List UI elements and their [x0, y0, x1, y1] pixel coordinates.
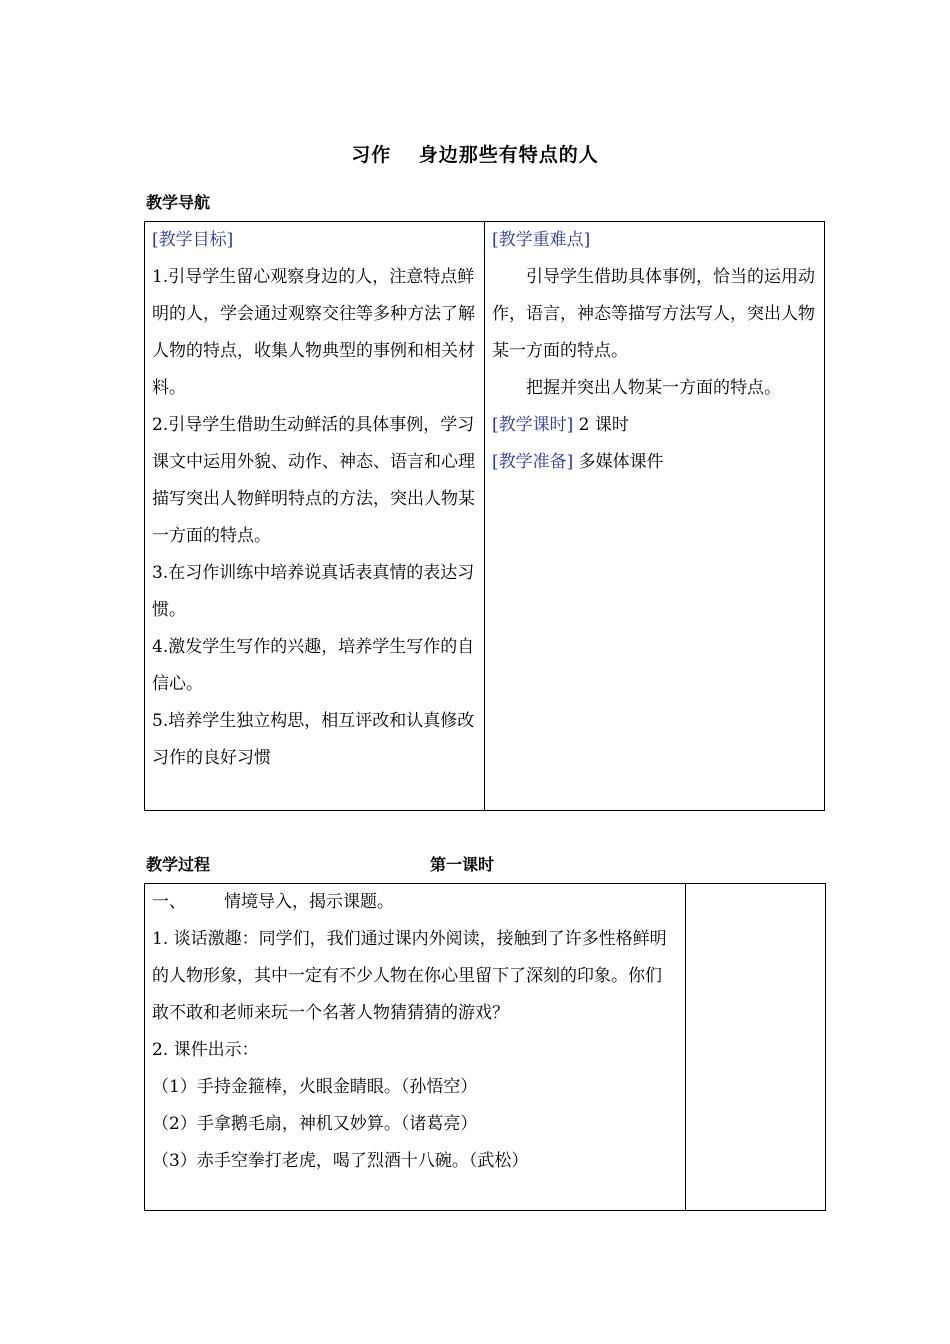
step-number: 一、 — [152, 892, 186, 912]
step-heading — [152, 884, 678, 921]
key-points-label: [教学重难点] — [492, 230, 591, 250]
goal-item: 4.激发学生写作的兴趣，培养学生写作的自信心。 — [152, 637, 475, 694]
teaching-key-points-cell — [485, 222, 825, 811]
key-point-item: 把握并突出人物某一方面的特点。 — [526, 378, 781, 398]
goal-item: 1.引导学生留心观察身边的人，注意特点鲜明的人，学会通过观察交往等多种方法了解人物的特点，收集人物典型的事例和相关材料。 — [152, 267, 475, 398]
goal-item: 2.引导学生借助生动鲜活的具体事例，学习课文中运用外貌、动作、神态、语言和心理描写突出人物鲜明特点的方法，突出人物某一方面的特点。 — [152, 415, 475, 546]
step-title: 情境导入，揭示课题。 — [224, 892, 394, 912]
section-label-teaching-process: 教学过程 — [146, 855, 211, 874]
goal-item: 5.培养学生独立构思，相互评改和认真修改习作的良好习惯 — [152, 711, 475, 768]
teaching-prep-value: 多媒体课件 — [573, 452, 664, 472]
teaching-hours-row — [492, 407, 817, 444]
section-label-teaching-navigation: 教学导航 — [146, 193, 211, 212]
process-content-cell — [145, 884, 686, 1211]
process-item: 1. 谈话激趣：同学们，我们通过课内外阅读，接触到了许多性格鲜明的人物形象，其中一定有不少人物在你心里留下了深刻的印象。你们敢不敢和老师来玩一个名著人物猜猜猜的游戏？ — [152, 929, 667, 1023]
teaching-goals-label: [教学目标] — [152, 230, 234, 250]
teaching-hours-label: [教学课时] — [492, 415, 574, 435]
teaching-prep-row — [492, 444, 817, 481]
teaching-process-table — [144, 883, 826, 1211]
lesson-label: 第一课时 — [430, 855, 495, 874]
process-notes-cell — [686, 884, 826, 1211]
teaching-prep-label: [教学准备] — [492, 452, 574, 472]
clue-item: （3）赤手空拳打老虎，喝了烈酒十八碗。（武松） — [152, 1151, 529, 1171]
clue-item: （1）手持金箍棒，火眼金睛眼。（孙悟空） — [152, 1077, 478, 1097]
process-item: 2. 课件出示： — [152, 1040, 259, 1060]
clue-item: （2）手拿鹅毛扇，神机又妙算。（诸葛亮） — [152, 1114, 478, 1134]
goal-item: 3.在习作训练中培养说真话表真情的表达习惯。 — [152, 563, 475, 620]
teaching-navigation-table — [144, 221, 825, 811]
teaching-goals-cell — [145, 222, 485, 811]
key-point-item: 引导学生借助具体事例，恰当的运用动作，语言，神态等描写方法写人，突出人物某一方面的特点。 — [492, 267, 815, 361]
document-title: 习作 身边那些有特点的人 — [351, 144, 599, 166]
teaching-hours-value: 2 课时 — [573, 415, 629, 435]
